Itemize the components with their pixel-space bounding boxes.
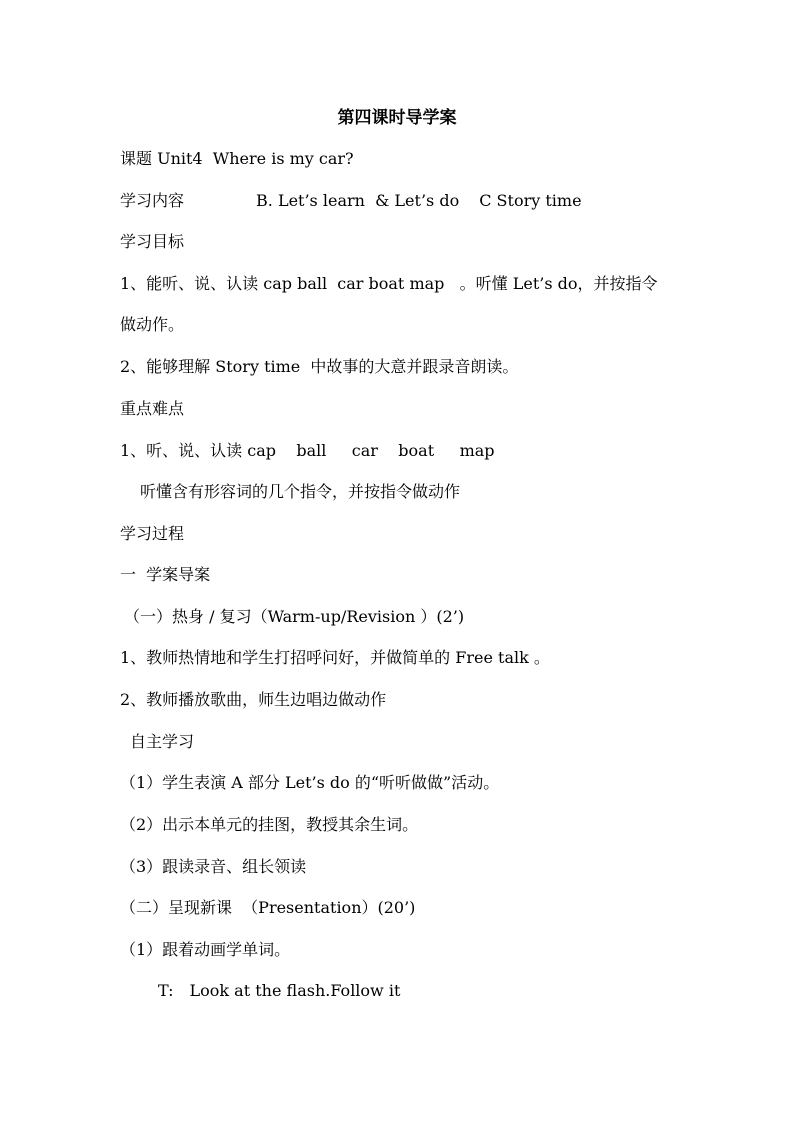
page-title: 第四课时导学案	[337, 108, 457, 128]
warmup-heading: （一）热身 / 复习（Warm-up/Revision ）(2’)	[124, 607, 465, 626]
keypoint-1: 1、听、说、认读 cap ball car boat map	[120, 441, 495, 460]
presentation-item-1: （1）跟着动画学单词。	[120, 940, 291, 959]
self-study-item-1: （1）学生表演 A 部分 Let’s do 的“听听做做”活动。	[120, 773, 500, 792]
learning-content	[120, 190, 582, 212]
content-part-c: C Story time	[479, 191, 582, 210]
presentation-teacher-line	[158, 980, 400, 1002]
objective-1-line-2: 做动作。	[120, 315, 185, 334]
keypoints-heading: 重点难点	[120, 399, 185, 418]
warmup-item-2: 2、教师播放歌曲，师生边唱边做动作	[120, 690, 387, 709]
content-part-b: B. Let’s learn & Let’s do	[256, 191, 460, 210]
process-heading: 学习过程	[120, 524, 185, 543]
keypoint-2: 听懂含有形容词的几个指令，并按指令做动作	[140, 482, 461, 501]
section-heading-1: 一 学案导案	[120, 565, 211, 584]
content-label: 学习内容	[120, 191, 185, 210]
self-study-heading: 自主学习	[130, 732, 195, 751]
objectives-heading: 学习目标	[120, 232, 185, 251]
self-study-item-2: （2）出示本单元的挂图，教授其余生词。	[120, 815, 419, 834]
teacher-instruction: Look at the flash.Follow it	[189, 981, 401, 1000]
objective-1-line-1: 1、能听、说、认读 cap ball car boat map 。听懂 Let’s do，并按指令	[120, 274, 658, 293]
warmup-item-1: 1、教师热情地和学生打招呼问好，并做简单的 Free talk 。	[120, 648, 550, 667]
objective-2: 2、能够理解 Story time 中故事的大意并跟录音朗读。	[120, 357, 519, 376]
lesson-topic: 课题 Unit4 Where is my car?	[120, 149, 354, 168]
self-study-item-3: （3）跟读录音、组长领读	[120, 857, 307, 876]
presentation-heading: （二）呈现新课 （Presentation）(20’)	[120, 898, 416, 917]
teacher-label: T:	[158, 981, 174, 1000]
